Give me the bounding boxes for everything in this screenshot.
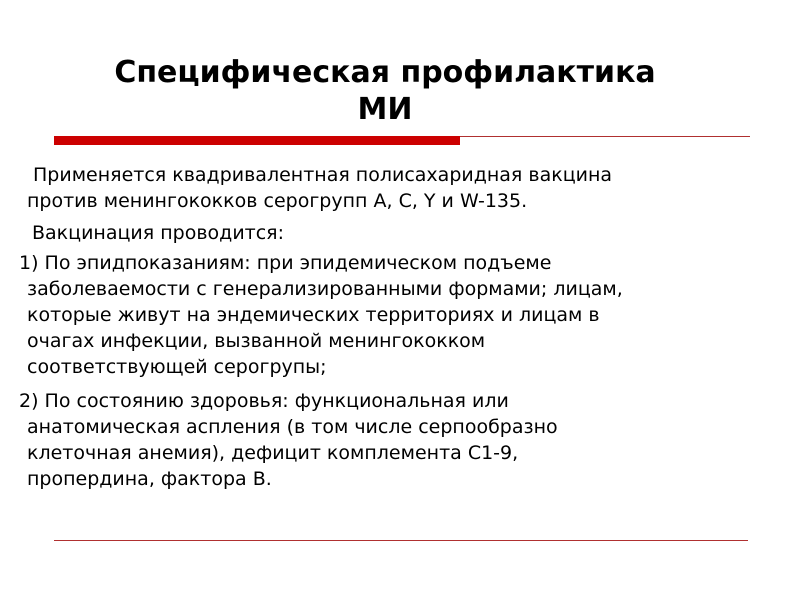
slide-title-line-1: Специфическая профилактика [114,55,656,90]
title-accent-bar [54,136,460,145]
list-item-epidemic-indications [0,250,800,380]
text-line: Вакцинация проводится: [32,222,285,244]
text-line: соответствующей серогрупы; [27,356,327,378]
text-line: Применяется квадривалентная полисахаридная вакцина [33,164,613,186]
slide-title-line-2: МИ [357,92,413,127]
text-line: клеточная анемия), дефицит комплемента С1-9, [27,442,519,464]
text-line: против менингококков серогрупп А, С, Y и W-135. [27,190,528,212]
text-line: 2) По состоянию здоровья: функциональная или [19,390,509,412]
slide-title [40,54,730,128]
intro-paragraph [0,162,800,214]
title-divider-line [460,136,750,137]
footer-divider-line [54,540,748,541]
text-line: пропердина, фактора В. [27,468,272,490]
text-line: 1) По эпидпоказаниям: при эпидемическом подъеме [19,252,552,274]
text-line: которые живут на эндемических территориях и лицам в [27,304,600,326]
slide-body [0,162,800,492]
list-item-health-indications [0,388,800,492]
text-line: очагах инфекции, вызванной менингококком [27,330,486,352]
vaccination-heading [0,220,800,246]
text-line: заболеваемости с генерализированными формами; лицам, [27,278,623,300]
text-line: анатомическая аспления (в том числе серпообразно [27,416,558,438]
